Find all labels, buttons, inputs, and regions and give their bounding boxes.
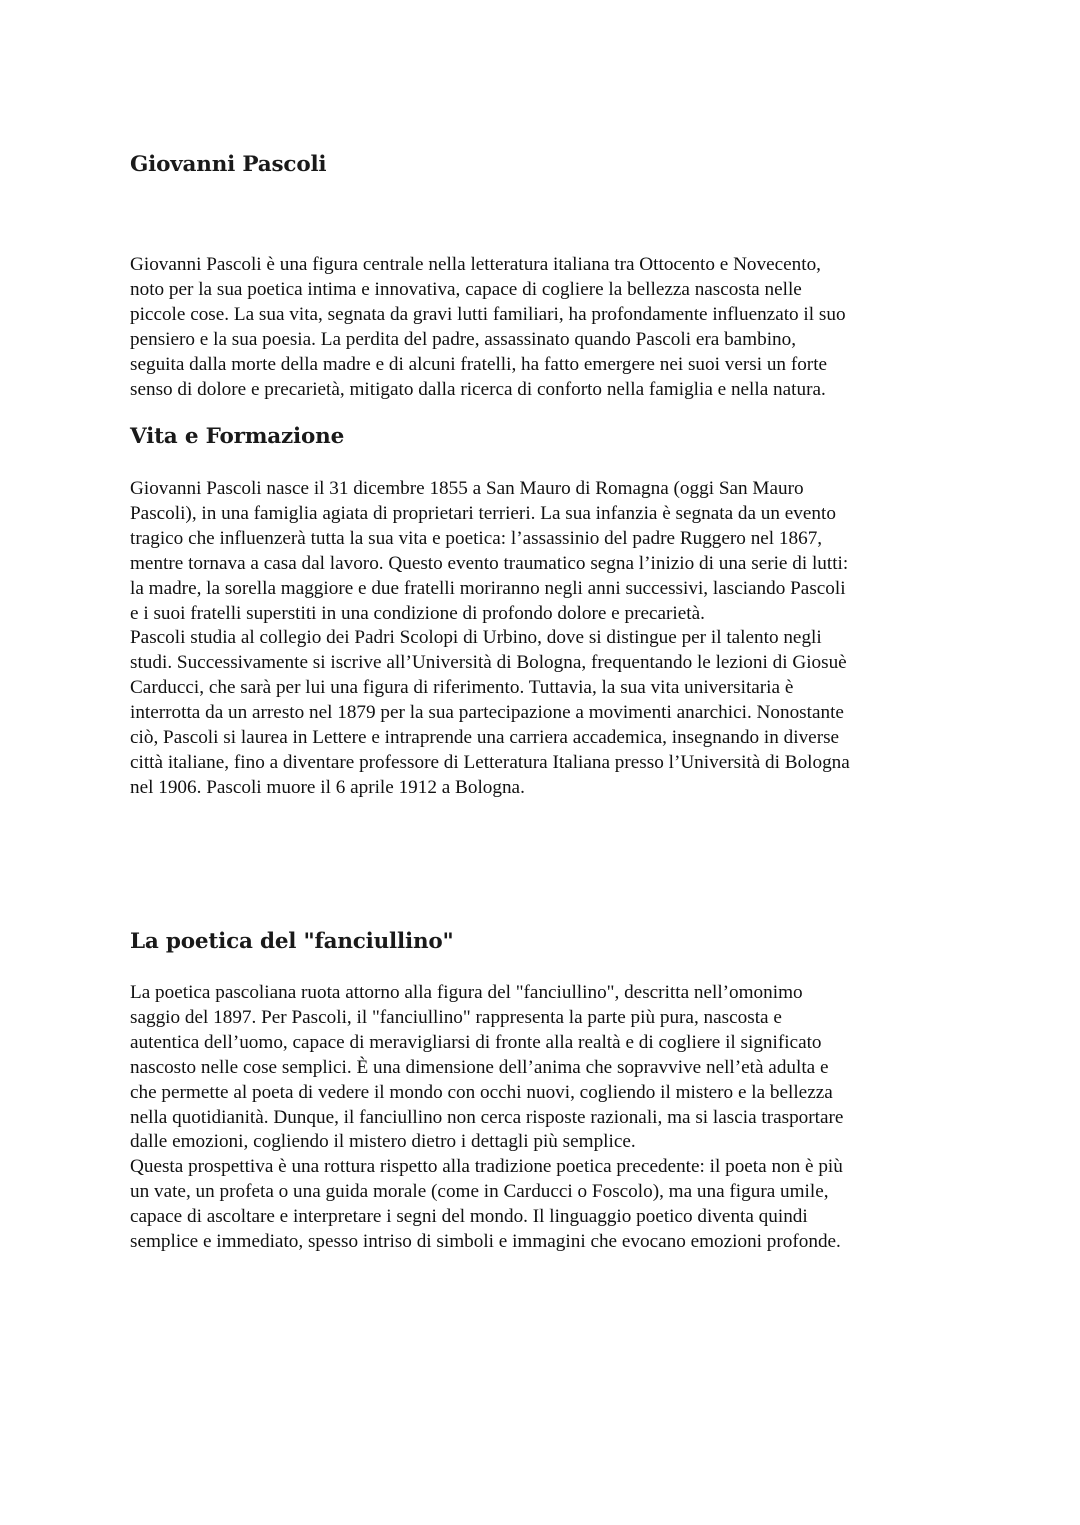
- text-line: senso di dolore e precarietà, mitigato dalla ricerca di conforto nella famiglia e nella natura.: [130, 378, 826, 400]
- text-line: nella quotidianità. Dunque, il fanciullino non cerca risposte razionali, ma si lascia trasportare: [130, 1106, 844, 1128]
- text-line: seguita dalla morte della madre e di alcuni fratelli, ha fatto emergere nei suoi versi un forte: [130, 353, 828, 375]
- text-line: un vate, un profeta o una guida morale (come in Carducci o Foscolo), ma una figura umile,: [130, 1181, 829, 1203]
- text-line: nel 1906. Pascoli muore il 6 aprile 1912 a Bologna.: [130, 776, 525, 798]
- text-line: interrotta da un arresto nel 1879 per la sua partecipazione a movimenti anarchici. Nonostante: [130, 702, 844, 724]
- text-line: tragico che influenzerà tutta la sua vita e poetica: l’assassinio del padre Ruggero nel 1867,: [130, 527, 823, 549]
- section-heading-fanciullino: La poetica del "fanciullino": [130, 929, 454, 954]
- text-line: che permette al poeta di vedere il mondo con occhi nuovi, cogliendo il mistero e la bellezza: [130, 1081, 833, 1103]
- text-line: studi. Successivamente si iscrive all’Università di Bologna, frequentando le lezioni di Giosuè: [130, 652, 847, 674]
- text-line: dalle emozioni, cogliendo il mistero dietro i dettagli più semplice.: [130, 1131, 636, 1153]
- text-line: Giovanni Pascoli è una figura centrale nella letteratura italiana tra Ottocento e Novecento,: [130, 254, 821, 275]
- section-heading-vita: Vita e Formazione: [130, 424, 345, 449]
- text-line: città italiane, fino a diventare professore di Letteratura Italiana presso l’Università di Bologna: [130, 751, 850, 773]
- text-line: pensiero e la sua poesia. La perdita del padre, assassinato quando Pascoli era bambino,: [130, 328, 797, 350]
- text-line: noto per la sua poetica intima e innovativa, capace di cogliere la bellezza nascosta nelle: [130, 278, 802, 300]
- section-fanciullino-paragraph: [130, 981, 843, 1255]
- text-line: nascosto nelle cose semplici. È una dimensione dell’anima che sopravvive nell’età adulta e: [130, 1056, 829, 1078]
- intro-paragraph: [130, 253, 846, 402]
- text-line: capace di ascoltare e interpretare i segni del mondo. Il linguaggio poetico diventa quindi: [130, 1206, 808, 1228]
- text-line: La poetica pascoliana ruota attorno alla figura del "fanciullino", descritta nell’omonimo: [130, 982, 803, 1003]
- text-line: Giovanni Pascoli nasce il 31 dicembre 1855 a San Mauro di Romagna (oggi San Mauro: [130, 478, 804, 499]
- text-line: piccole cose. La sua vita, segnata da gravi lutti familiari, ha profondamente influenzato il suo: [130, 303, 846, 325]
- text-line: saggio del 1897. Per Pascoli, il "fanciullino" rappresenta la parte più pura, nascosta e: [130, 1006, 782, 1028]
- text-line: la madre, la sorella maggiore e due fratelli moriranno negli anni successivi, lasciando Pascoli: [130, 577, 846, 599]
- text-line: Questa prospettiva è una rottura rispetto alla tradizione poetica precedente: il poeta non è più: [130, 1156, 843, 1178]
- section-vita-paragraph: [130, 477, 850, 801]
- text-line: Pascoli), in una famiglia agiata di proprietari terrieri. La sua infanzia è segnata da un evento: [130, 502, 836, 524]
- text-line: autentica dell’uomo, capace di meravigliarsi di fronte alla realtà e di cogliere il significato: [130, 1031, 822, 1053]
- text-line: Carducci, che sarà per lui una figura di riferimento. Tuttavia, la sua vita universitaria è: [130, 677, 794, 699]
- text-line: e i suoi fratelli superstiti in una condizione di profondo dolore e precarietà.: [130, 602, 705, 624]
- text-line: semplice e immediato, spesso intriso di simboli e immagini che evocano emozioni profonde.: [130, 1231, 841, 1253]
- page-title: Giovanni Pascoli: [130, 152, 327, 177]
- text-line: Pascoli studia al collegio dei Padri Scolopi di Urbino, dove si distingue per il talento negli: [130, 627, 822, 649]
- text-line: ciò, Pascoli si laurea in Lettere e intraprende una carriera accademica, insegnando in diverse: [130, 727, 840, 749]
- text-line: mentre tornava a casa dal lavoro. Questo evento traumatico segna l’inizio di una serie di lutti:: [130, 552, 849, 574]
